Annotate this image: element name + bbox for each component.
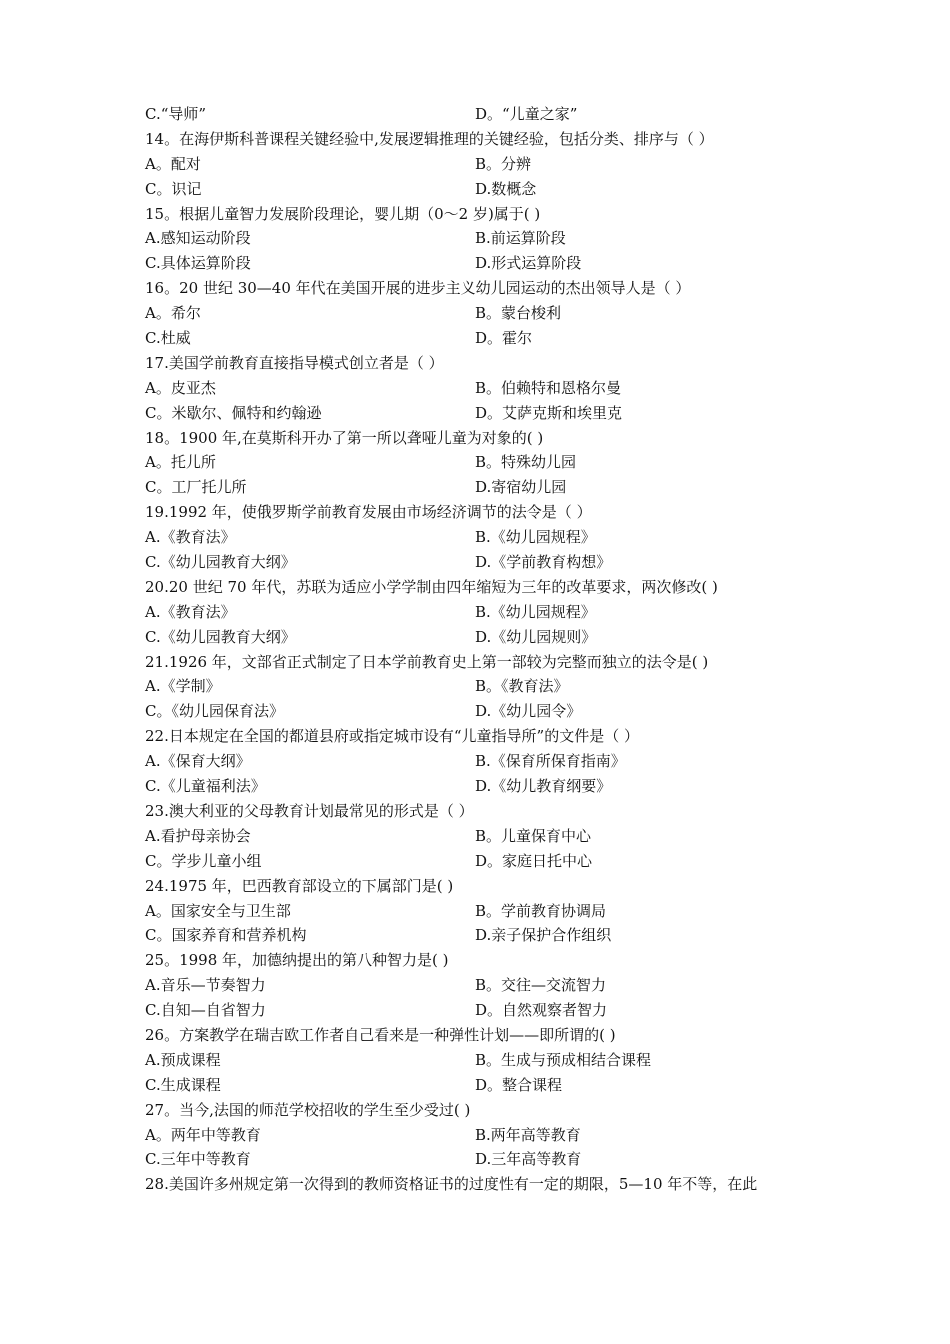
- option-right: D.亲子保护合作组织: [475, 926, 612, 945]
- option-left: C。识记: [145, 179, 202, 198]
- option-right: B.两年高等教育: [475, 1125, 581, 1144]
- option-left: A.音乐—节奏智力: [145, 976, 266, 995]
- option-right: B。儿童保育中心: [475, 826, 592, 845]
- option-left: C.《儿童福利法》: [145, 777, 266, 796]
- option-right: D。“儿童之家”: [475, 105, 578, 123]
- option-right: D.三年高等教育: [475, 1150, 582, 1169]
- option-row: [145, 699, 825, 724]
- question-stem: 20.20 世纪 70 年代，苏联为适应小学学制由四年缩短为三年的改革要求，两次修改( ): [145, 577, 718, 596]
- option-right: B。学前教育协调局: [475, 901, 607, 920]
- option-left: A.《保育大纲》: [145, 752, 251, 771]
- option-right: D.《幼儿园规则》: [475, 627, 597, 646]
- option-left: A。托儿所: [145, 453, 216, 472]
- question-stem: 26。方案教学在瑞吉欧工作者自己看来是一种弹性计划——即所谓的( ): [145, 1025, 616, 1044]
- option-left: A.预成课程: [145, 1050, 221, 1069]
- option-left: A.《教育法》: [145, 528, 236, 547]
- option-left: C.《幼儿园教育大纲》: [145, 553, 296, 572]
- option-row: [145, 401, 825, 426]
- question-stem: 19.1992 年，使俄罗斯学前教育发展由市场经济调节的法令是（ ）: [145, 503, 592, 522]
- question-stem: 16。20 世纪 30—40 年代在美国开展的进步主义幼儿园运动的杰出领导人是（ ）: [145, 279, 691, 298]
- option-row: [145, 899, 825, 924]
- option-left: A.《学制》: [145, 677, 221, 696]
- option-row: [145, 774, 825, 799]
- option-row: [145, 1073, 825, 1098]
- option-right: B。伯赖特和恩格尔曼: [475, 378, 622, 397]
- option-left: C。国家养育和营养机构: [145, 926, 307, 945]
- option-row: [145, 973, 825, 998]
- question-stem: 17.美国学前教育直接指导模式创立者是（ ）: [145, 353, 444, 372]
- option-left: A。皮亚杰: [145, 378, 216, 397]
- option-right: D。整合课程: [475, 1075, 563, 1094]
- option-left: C.自知—自省智力: [145, 1001, 266, 1020]
- question-stem: 18。1900 年,在莫斯科开办了第一所以聋哑儿童为对象的( ): [145, 428, 544, 447]
- option-row: [145, 1123, 825, 1148]
- question-stem: 22.日本规定在全国的都道县府或指定城市设有“儿童指导所”的文件是（ ）: [145, 727, 639, 746]
- option-right: D.《幼儿教育纲要》: [475, 777, 612, 796]
- option-right: B.《幼儿园规程》: [475, 528, 596, 547]
- option-left: C。米歇尔、佩特和约翰逊: [145, 403, 322, 422]
- option-left: C.“导师”: [145, 105, 207, 123]
- option-row: [145, 1147, 825, 1172]
- option-row: [145, 550, 825, 575]
- option-right: D。自然观察者智力: [475, 1001, 608, 1020]
- question-stem: 15。根据儿童智力发展阶段理论，婴儿期（0～2 岁)属于( ): [145, 204, 541, 223]
- option-right: D.《学前教育构想》: [475, 553, 612, 572]
- option-row: [145, 824, 825, 849]
- option-left: C。学步儿童小组: [145, 851, 262, 870]
- option-row: [145, 376, 825, 401]
- option-right: D。家庭日托中心: [475, 851, 593, 870]
- option-row: [145, 226, 825, 251]
- option-left: C。《幼儿园保育法》: [145, 702, 284, 721]
- option-row: [145, 600, 825, 625]
- option-left: A.《教育法》: [145, 602, 236, 621]
- option-left: A。配对: [145, 154, 201, 173]
- option-right: B.前运算阶段: [475, 229, 566, 248]
- option-left: C。工厂托儿所: [145, 478, 247, 497]
- option-right: B。蒙台梭利: [475, 304, 562, 323]
- option-row: [145, 674, 825, 699]
- option-left: C.《幼儿园教育大纲》: [145, 627, 296, 646]
- option-row: [145, 625, 825, 650]
- option-right: D。霍尔: [475, 329, 533, 348]
- option-row: [145, 525, 825, 550]
- option-row: [145, 326, 825, 351]
- question-stem: 27。当今,法国的师范学校招收的学生至少受过( ): [145, 1100, 471, 1119]
- question-list: [145, 102, 825, 1197]
- option-row: [145, 475, 825, 500]
- option-row: [145, 251, 825, 276]
- question-stem: 23.澳大利亚的父母教育计划最常见的形式是（ ）: [145, 801, 474, 820]
- option-right: B.《保育所保育指南》: [475, 752, 626, 771]
- option-right: B。《教育法》: [475, 677, 569, 696]
- option-right: B。交往—交流智力: [475, 976, 607, 995]
- option-right: B。生成与预成相结合课程: [475, 1050, 652, 1069]
- option-right: B。分辨: [475, 154, 532, 173]
- option-right: D.数概念: [475, 179, 537, 198]
- option-left: A。国家安全与卫生部: [145, 901, 291, 920]
- option-row: [145, 749, 825, 774]
- option-left: A。两年中等教育: [145, 1125, 261, 1144]
- option-row: [145, 1048, 825, 1073]
- option-right: D.《幼儿园令》: [475, 702, 582, 721]
- question-stem: 28.美国许多州规定第一次得到的教师资格证书的过度性有一定的期限，5—10 年不等，在此: [145, 1175, 758, 1194]
- option-row: [145, 450, 825, 475]
- option-left: C.三年中等教育: [145, 1150, 251, 1169]
- option-row: [145, 998, 825, 1023]
- option-right: B.《幼儿园规程》: [475, 602, 596, 621]
- option-right: D.形式运算阶段: [475, 254, 582, 273]
- option-row: [145, 301, 825, 326]
- option-row: [145, 177, 825, 202]
- option-right: B。特殊幼儿园: [475, 453, 577, 472]
- option-left: C.具体运算阶段: [145, 254, 251, 273]
- option-row: [145, 923, 825, 948]
- option-row: [145, 849, 825, 874]
- question-stem: 21.1926 年，文部省正式制定了日本学前教育史上第一部较为完整而独立的法令是( ): [145, 652, 709, 671]
- option-right: D.寄宿幼儿园: [475, 478, 567, 497]
- option-left: C.生成课程: [145, 1075, 221, 1094]
- option-left: A.看护母亲协会: [145, 826, 251, 845]
- option-left: A。希尔: [145, 304, 201, 323]
- option-right: D。艾萨克斯和埃里克: [475, 403, 623, 422]
- question-stem: 25。1998 年，加德纳提出的第八种智力是( ): [145, 951, 449, 970]
- question-stem: 14。在海伊斯科普课程关键经验中,发展逻辑推理的关键经验，包括分类、排序与（ ）: [145, 129, 714, 148]
- option-row: [145, 102, 825, 127]
- option-row: [145, 152, 825, 177]
- option-left: A.感知运动阶段: [145, 229, 251, 248]
- option-left: C.杜威: [145, 329, 191, 348]
- question-stem: 24.1975 年，巴西教育部设立的下属部门是( ): [145, 876, 454, 895]
